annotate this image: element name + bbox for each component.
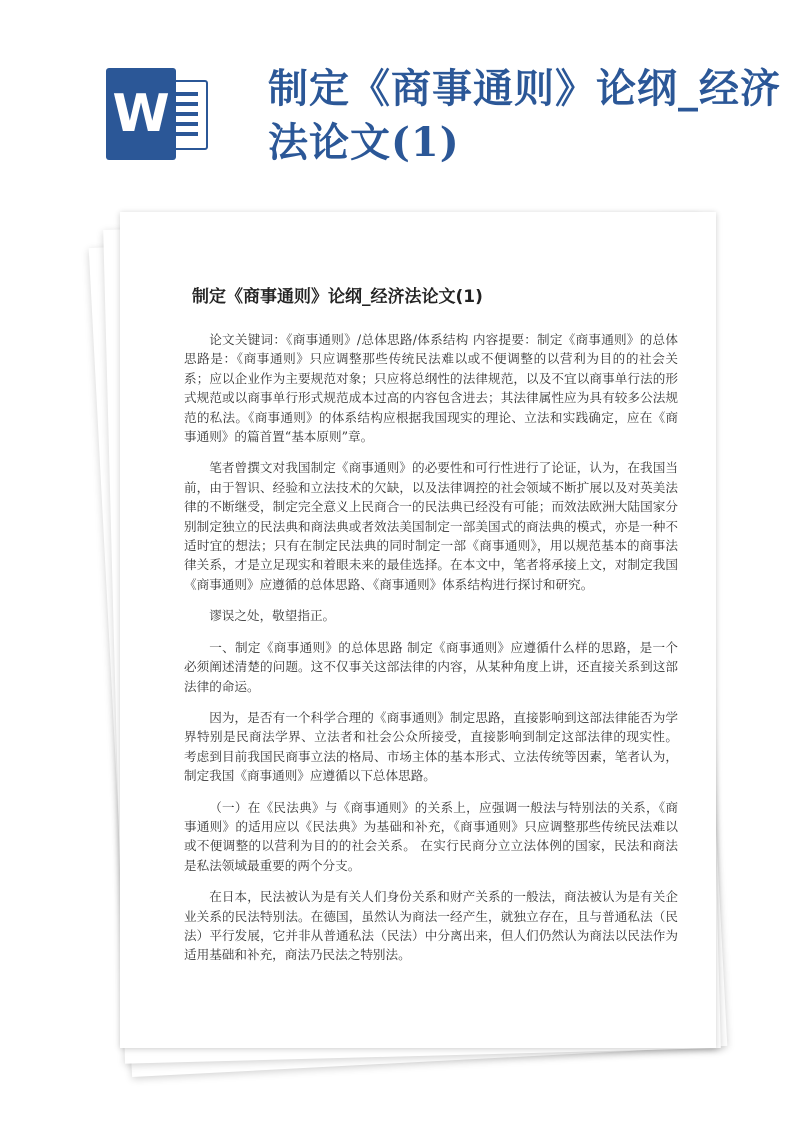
word-document-icon <box>106 68 210 160</box>
paragraph-2: 笔者曾撰文对我国制定《商事通则》的必要性和可行性进行了论证，认为，在我国当前，由于智识、经验和立法技术的欠缺，以及法律调控的社会领域不断扩展以及对英美法律的不断继受，制定完全意义上民商合一的民法典已经没有可能；而效法欧洲大陆国家分别制定独立的民法典和商法典或者效法美国制定一部美国式的商法典的模式，亦是一种不适时宜的想法；只有在制定民法典的同时制定一部《商事通则》，用以规范基本的商事法律关系，才是立足现实和着眼未来的最佳选择。在本文中，笔者将承接上文，对制定我国《商事通则》应遵循的总体思路、《商事通则》体系结构进行探讨和研究。 <box>184 460 678 592</box>
paragraph-5: 因为，是否有一个科学合理的《商事通则》制定思路，直接影响到这部法律能否为学界特别是民商法学界、立法者和社会公众所接受，直接影响到制定这部法律的现实性。 考虑到目前我国民商事立法的格局、市场主体的基本形式、立法传统等因素，笔者认为，制定我国《商事通则》应遵循以下总体思路。 <box>184 709 678 784</box>
paragraph-4: 一、制定《商事通则》的总体思路 制定《商事通则》应遵循什么样的思路，是一个必须阐述清楚的问题。这不仅事关这部法律的内容，从某种角度上讲，还直接关系到这部法律的命运。 <box>184 639 678 694</box>
paragraph-6: （一）在《民法典》与《商事通则》的关系上，应强调一般法与特别法的关系，《商事通则》的适用应以《民法典》为基础和补充，《商事通则》只应调整那些传统民法难以或不便调整的以营利为目的的社会关系。 在实行民商分立立法体例的国家，民法和商法是私法领域最重要的两个分支。 <box>184 799 678 873</box>
document-page <box>120 212 716 1048</box>
header-title: 制定《商事通则》论纲_经济法论文(1) <box>268 65 781 166</box>
page-title: 制定《商事通则》论纲_经济法论文(1) <box>192 287 483 307</box>
paragraph-1: 论文关键词：《商事通则》/总体思路/体系结构 内容提要：制定《商事通则》的总体思路是：《商事通则》只应调整那些传统民法难以或不便调整的以营利为目的的社会关系；应以企业作为主要规范对象；只应将总纲性的法律规范，以及不宜以商事单行法的形式规范或以商事单行形式规范成本过高的内容包含进去；其法律属性应为具有较多公法规范的私法。《商事通则》的体系结构应根据我国现实的理论、立法和实践确定，应在《商事通则》的篇首置“基本原则”章。 <box>184 332 678 445</box>
paragraph-7: 在日本，民法被认为是有关人们身份关系和财产关系的一般法，商法被认为是有关企业关系的民法特别法。在德国，虽然认为商法一经产生，就独立存在，且与普通私法（民法）平行发展，它并非从普通私法（民法）中分离出来，但人们仍然认为商法以民法作为适用基础和补充，商法乃民法之特别法。 <box>184 889 678 963</box>
word-w-badge: W <box>106 68 176 160</box>
document-body <box>184 330 678 977</box>
paragraph-3: 谬误之处，敬望指正。 <box>209 608 336 624</box>
